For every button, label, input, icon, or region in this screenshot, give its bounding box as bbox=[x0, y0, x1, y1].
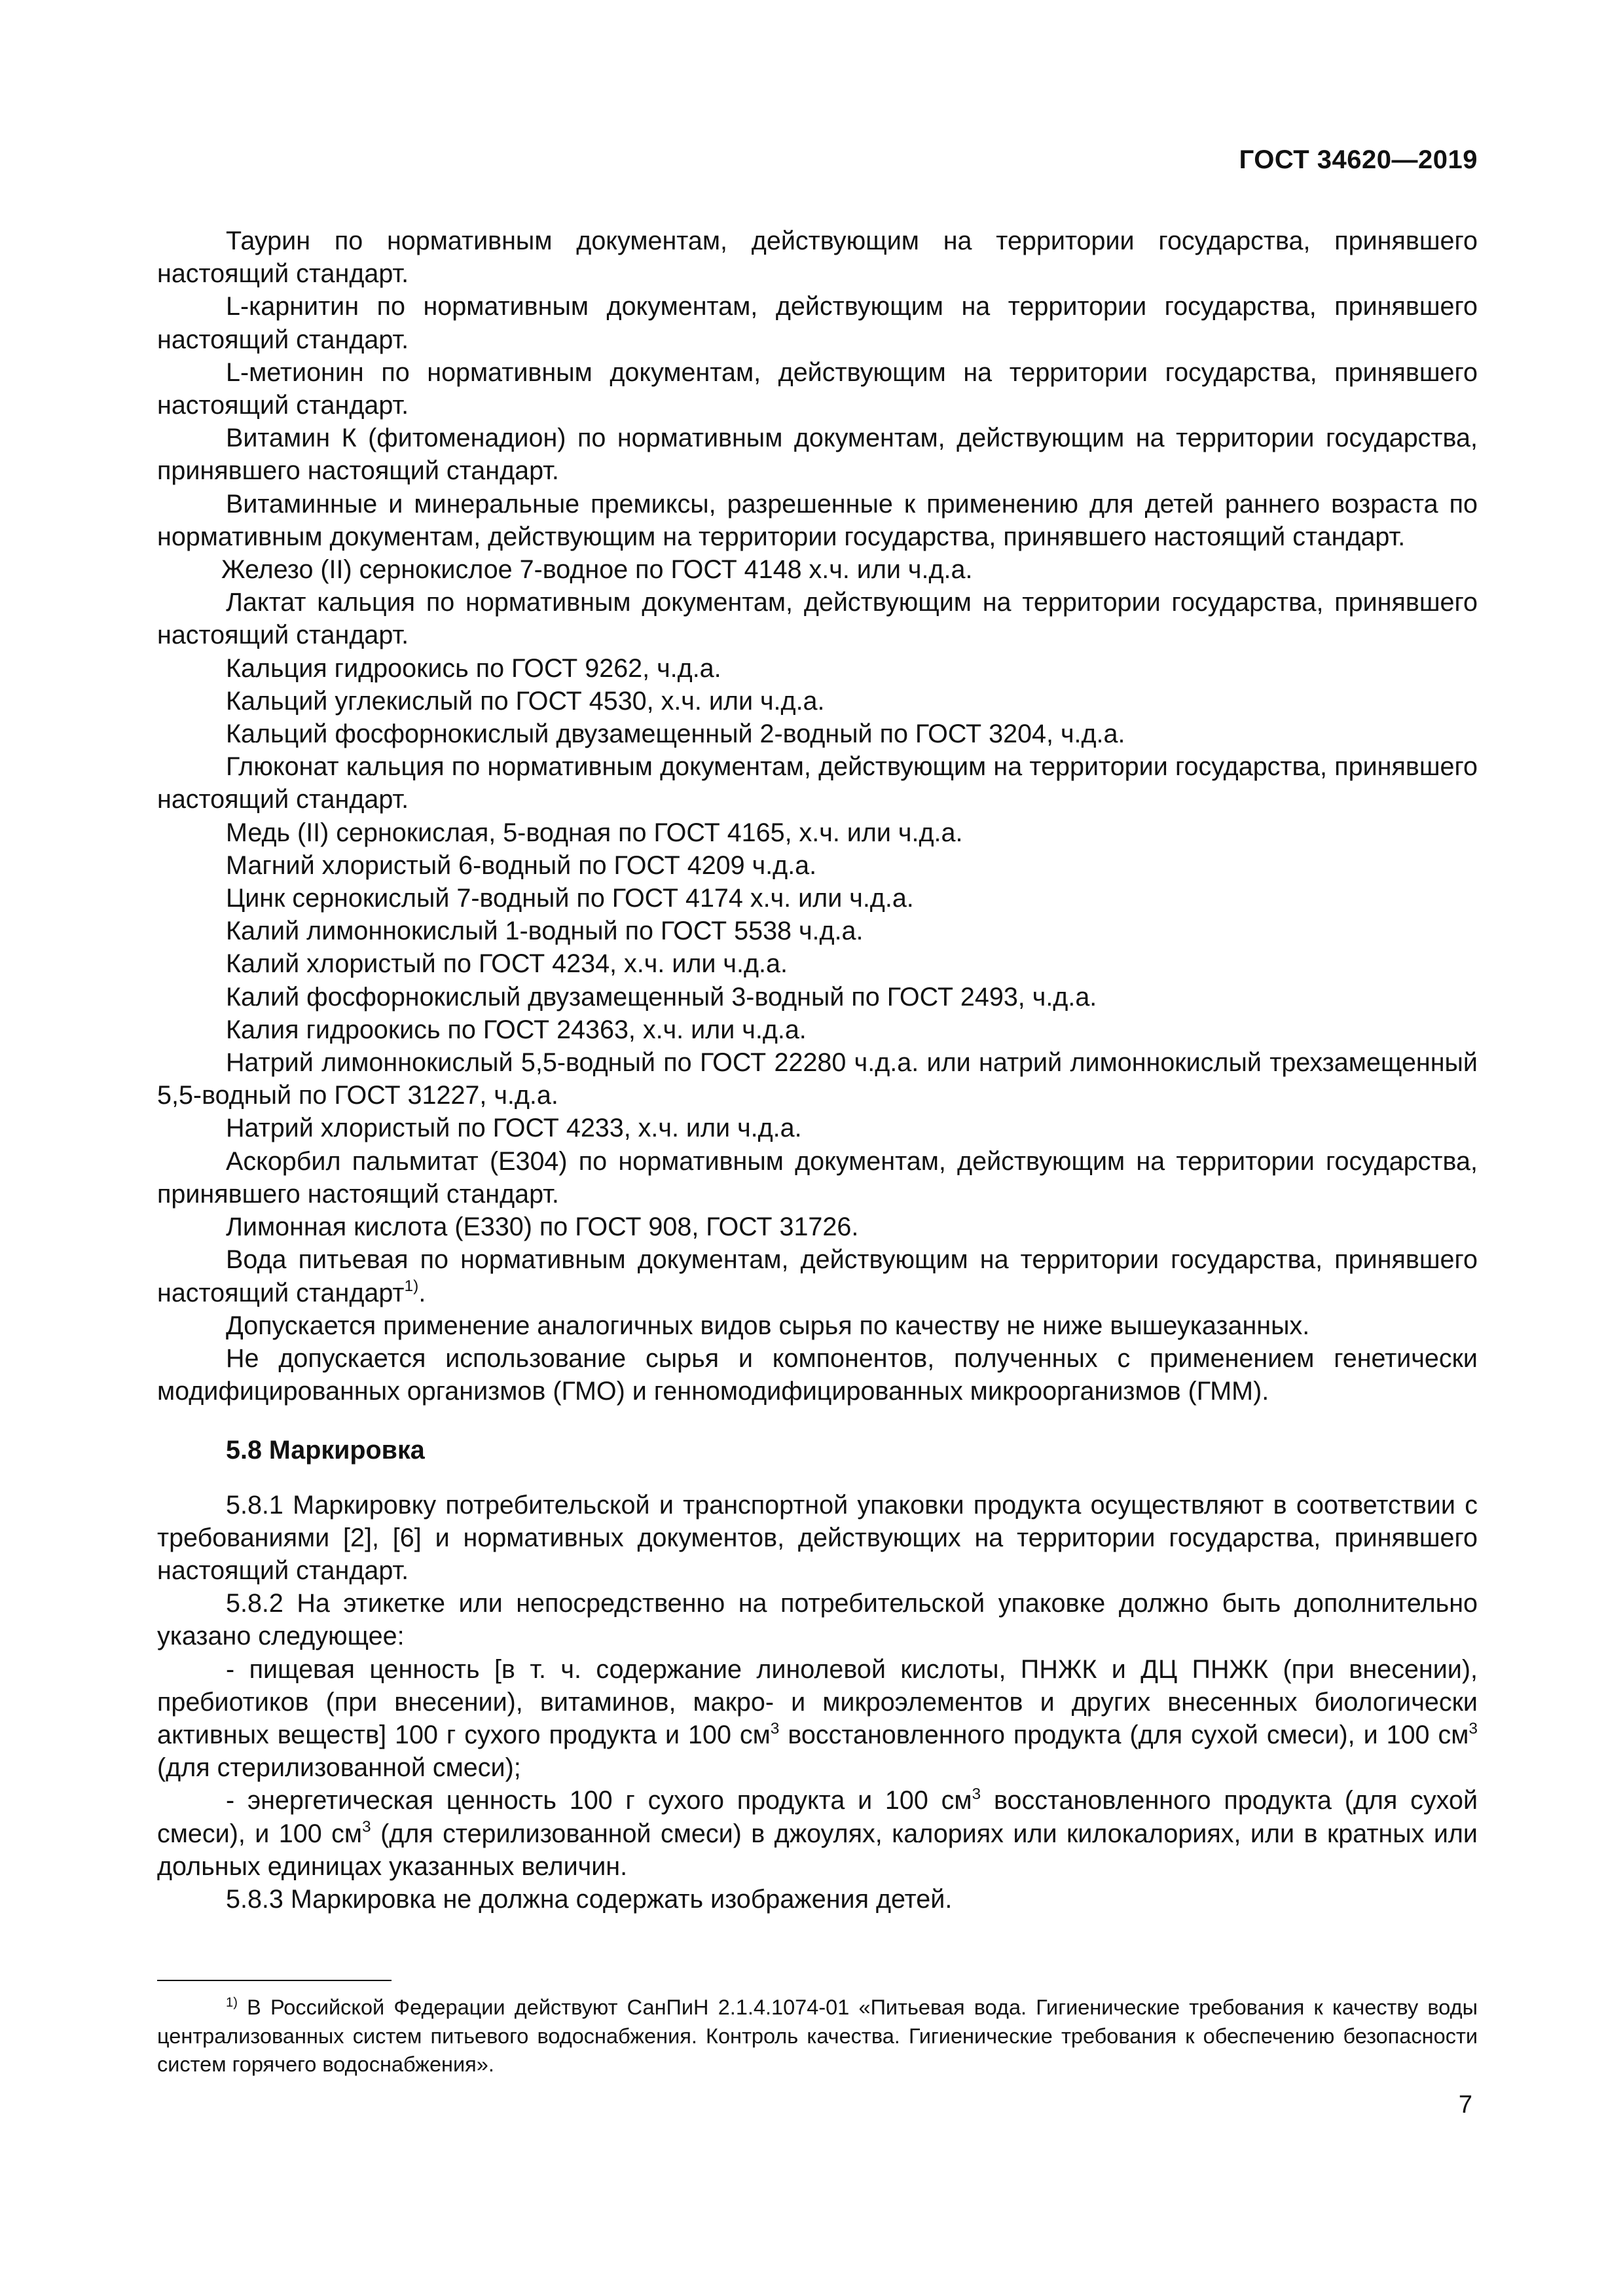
list-item-energy bbox=[157, 1784, 1478, 1883]
footnote-text: В Российской Федерации действуют СанПиН 2.1.4.1074-01 «Питьевая вода. Гигиенические требования к качеству воды централизованных систем питьевого водоснабжения. Контроль качества. Гигиенические требования к обеспечению безопасности систем горячего водоснабжения». bbox=[157, 1995, 1478, 2076]
list-item-text: - энергетическая ценность 100 г сухого продукта и 100 см bbox=[226, 1786, 972, 1815]
body-text bbox=[157, 225, 1478, 1916]
paragraph: Кальция гидроокись по ГОСТ 9262, ч.д.а. bbox=[226, 653, 721, 683]
footnote-reference: 1) bbox=[404, 1277, 419, 1296]
paragraph: Глюконат кальция по нормативным документам, действующим на территории государства, принявшего настоящий стандарт. bbox=[157, 752, 1478, 814]
paragraph: Лактат кальция по нормативным документам, действующим на территории государства, принявшего настоящий стандарт. bbox=[157, 588, 1478, 650]
paragraph: Медь (II) сернокислая, 5-водная по ГОСТ 4165, х.ч. или ч.д.а. bbox=[226, 818, 963, 847]
superscript: 3 bbox=[1468, 1719, 1478, 1738]
list-item-nutrition bbox=[157, 1653, 1478, 1785]
list-item-text: восстановленного продукта (для сухой смеси), и 100 см bbox=[157, 1786, 1478, 1848]
paragraph: L-метионин по нормативным документам, действующим на территории государства, принявшего настоящий стандарт. bbox=[157, 357, 1478, 420]
list-item-text: (для стерилизованной смеси) в джоулях, калориях или килокалориях, или в кратных или дольных единицах указанных величин. bbox=[157, 1819, 1478, 1881]
clause-5-8-1: 5.8.1 Маркировку потребительской и транспортной упаковки продукта осуществляют в соответствии с требованиями [2], [6] и нормативных документов, действующих на территории государства, принявшего настоящий стандарт. bbox=[157, 1490, 1478, 1585]
clause-5-8-3: 5.8.3 Маркировка не должна содержать изображения детей. bbox=[226, 1884, 953, 1914]
paragraph: L-карнитин по нормативным документам, действующим на территории государства, принявшего настоящий стандарт. bbox=[157, 292, 1478, 354]
water-end: . bbox=[418, 1278, 426, 1307]
paragraph: Цинк сернокислый 7-водный по ГОСТ 4174 х.ч. или ч.д.а. bbox=[226, 884, 914, 913]
superscript: 3 bbox=[362, 1818, 371, 1836]
paragraph: Натрий хлористый по ГОСТ 4233, х.ч. или ч.д.а. bbox=[226, 1114, 802, 1143]
list-item-text: (для стерилизованной смеси); bbox=[157, 1753, 521, 1783]
paragraph: Железо (II) сернокислое 7-водное по ГОСТ 4148 х.ч. или ч.д.а. bbox=[221, 555, 973, 585]
clause-5-8-2: 5.8.2 На этикетке или непосредственно на потребительской упаковке должно быть дополнительно указано следующее: bbox=[157, 1589, 1478, 1651]
paragraph: Магний хлористый 6-водный по ГОСТ 4209 ч.д.а. bbox=[226, 850, 817, 880]
document-number: ГОСТ 34620—2019 bbox=[1239, 145, 1478, 174]
paragraph: Аскорбил пальмитат (Е304) по нормативным документам, действующим на территории государства, принявшего настоящий стандарт. bbox=[157, 1146, 1478, 1209]
footnote-divider bbox=[157, 1980, 392, 1981]
paragraph: Таурин по нормативным документам, действующим на территории государства, принявшего настоящий стандарт. bbox=[157, 227, 1478, 289]
paragraph: Лимонная кислота (Е330) по ГОСТ 908, ГОСТ 31726. bbox=[226, 1212, 859, 1242]
paragraph: Кальций фосфорнокислый двузамещенный 2-водный по ГОСТ 3204, ч.д.а. bbox=[226, 720, 1125, 749]
list-item-text: - пищевая ценность [в т. ч. содержание линолевой кислоты, ПНЖК и ДЦ ПНЖК (при внесении), пребиотиков (при внесении), витаминов, макро- и микроэлементов и других внесенных биологически активных веществ] 100 г сухого продукта и 100 см bbox=[157, 1654, 1478, 1749]
paragraph-water bbox=[157, 1243, 1478, 1309]
paragraph: Не допускается использование сырья и компонентов, полученных с применением генетически модифицированных организмов (ГМО) и генномодифицированных микроорганизмов (ГММ). bbox=[157, 1343, 1478, 1406]
water-text: Вода питьевая по нормативным документам, действующим на территории государства, принявшего настоящий стандарт bbox=[157, 1245, 1478, 1307]
paragraph: Витаминные и минеральные премиксы, разрешенные к применению для детей раннего возраста по нормативным документам, действующим на территории государства, принявшего настоящий стандарт. bbox=[157, 489, 1478, 551]
paragraph: Калия гидроокись по ГОСТ 24363, х.ч. или ч.д.а. bbox=[226, 1015, 807, 1044]
paragraph: Калий фосфорнокислый двузамещенный 3-водный по ГОСТ 2493, ч.д.а. bbox=[226, 982, 1097, 1011]
footnote bbox=[157, 1994, 1478, 2079]
paragraph: Кальций углекислый по ГОСТ 4530, х.ч. или ч.д.а. bbox=[226, 686, 825, 716]
paragraph: Калий хлористый по ГОСТ 4234, х.ч. или ч.д.а. bbox=[226, 949, 788, 979]
paragraph: Витамин К (фитоменадион) по нормативным документам, действующим на территории государства, принявшего настоящий стандарт. bbox=[157, 424, 1478, 486]
list-item-text: восстановленного продукта (для сухой смеси), и 100 см bbox=[779, 1720, 1469, 1749]
footnote-mark: 1) bbox=[226, 1995, 238, 2010]
superscript: 3 bbox=[972, 1785, 981, 1804]
page-number: 7 bbox=[1458, 2091, 1472, 2119]
paragraph: Калий лимоннокислый 1-водный по ГОСТ 5538 ч.д.а. bbox=[226, 917, 864, 946]
paragraph: Допускается применение аналогичных видов сырья по качеству не ниже вышеуказанных. bbox=[226, 1311, 1310, 1340]
section-heading: 5.8 Маркировка bbox=[226, 1436, 425, 1465]
paragraph: Натрий лимоннокислый 5,5-водный по ГОСТ 22280 ч.д.а. или натрий лимоннокислый трехзамещенный 5,5-водный по ГОСТ 31227, ч.д.а. bbox=[157, 1048, 1478, 1110]
superscript: 3 bbox=[770, 1719, 780, 1738]
